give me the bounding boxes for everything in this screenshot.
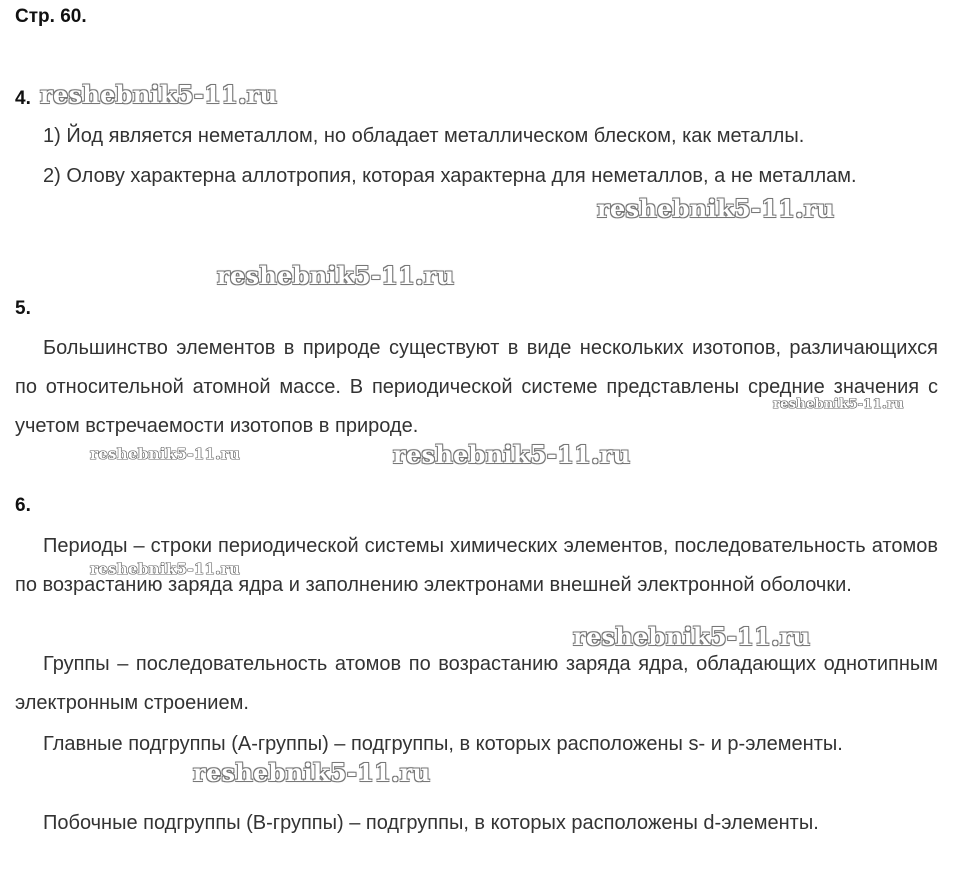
page-header: Стр. 60. — [15, 6, 87, 27]
watermark: reshebnik5-11.ru — [393, 440, 631, 469]
task-number-6: 6. — [15, 495, 31, 516]
watermark: reshebnik5-11.ru — [40, 80, 278, 109]
task-number-5: 5. — [15, 298, 31, 319]
paragraph: Группы – последовательность атомов по возрастанию заряда ядра, обладающих однотипным электронным строением. — [15, 653, 938, 714]
paragraph: Главные подгруппы (А-группы) – подгруппы, в которых расположены s- и p-элементы. — [43, 733, 843, 755]
paragraph: 1) Йод является неметаллом, но обладает металлическом блеском, как металлы. — [43, 125, 805, 147]
watermark: reshebnik5-11.ru — [217, 261, 455, 290]
paragraph: Побочные подгруппы (В-группы) – подгруппы, в которых расположены d-элементы. — [43, 812, 819, 834]
paragraph: 2) Олову характерна аллотропия, которая характерна для неметаллов, а не металлам. — [43, 165, 857, 187]
watermark: reshebnik5-11.ru — [573, 622, 811, 651]
watermark: reshebnik5-11.ru — [193, 758, 431, 787]
watermark: reshebnik5-11.ru — [90, 445, 241, 463]
watermark: reshebnik5-11.ru — [90, 560, 241, 578]
paragraph: Периоды – строки периодической системы химических элементов, последовательность атомов по возрастанию заряда ядра и заполнению электронами внешней электронной оболочки. — [15, 535, 938, 596]
watermark: reshebnik5-11.ru — [597, 194, 835, 223]
task-number-4: 4. — [15, 88, 31, 109]
paragraph: Большинство элементов в природе существуют в виде нескольких изотопов, различающихся по относительной атомной массе. В периодической системе представлены средние значения с учетом встречаемости изотопов в природе. — [15, 337, 938, 437]
watermark: reshebnik5-11.ru — [773, 397, 904, 412]
